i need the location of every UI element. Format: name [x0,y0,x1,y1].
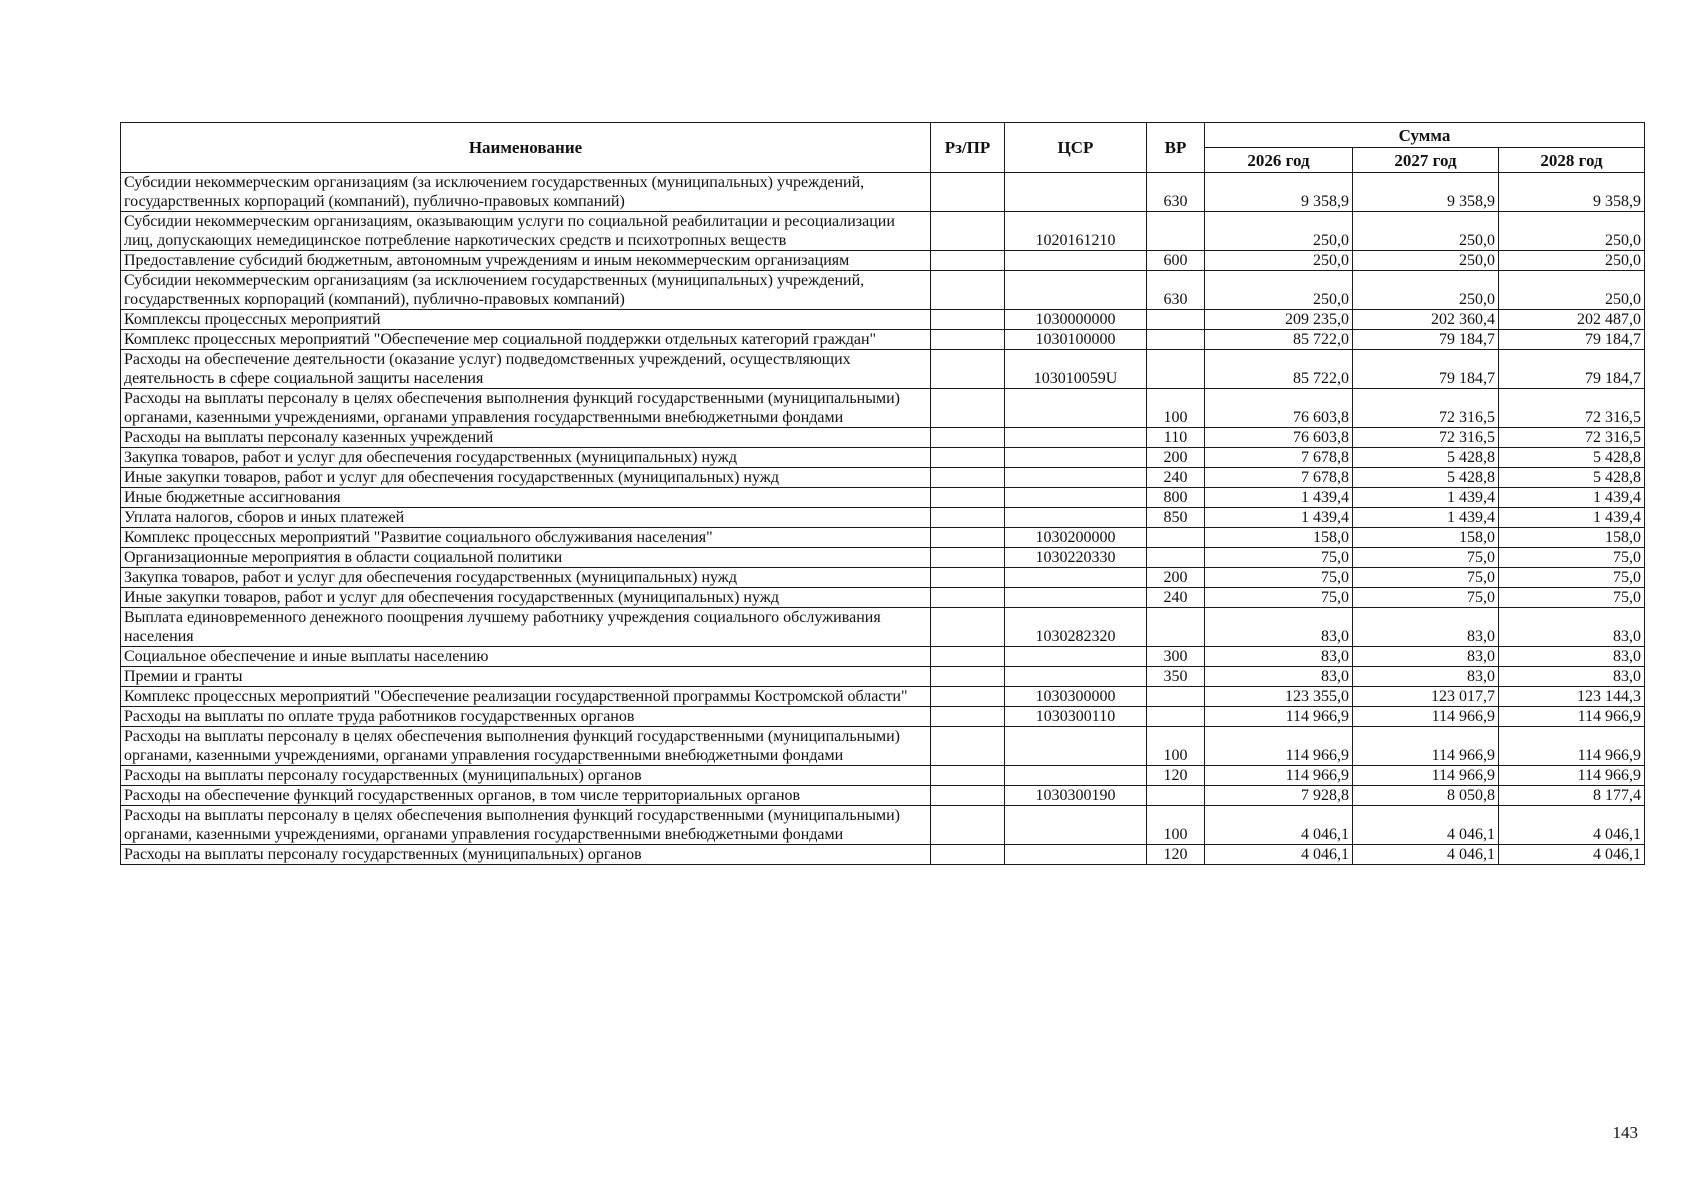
cell-2028: 9 358,9 [1499,173,1645,212]
cell-2028: 114 966,9 [1499,727,1645,766]
cell-csr [1005,468,1147,488]
table-row [121,766,1645,786]
cell-vr: 200 [1147,448,1205,468]
cell-name: Организационные мероприятия в области социальной политики [121,548,931,568]
cell-2027: 5 428,8 [1353,468,1499,488]
cell-csr: 1030300000 [1005,687,1147,707]
cell-vr: 200 [1147,568,1205,588]
cell-csr [1005,251,1147,271]
cell-rzpr [931,350,1005,389]
cell-2027: 75,0 [1353,588,1499,608]
cell-rzpr [931,330,1005,350]
cell-vr [1147,786,1205,806]
cell-name: Расходы на выплаты по оплате труда работников государственных органов [121,707,931,727]
cell-rzpr [931,647,1005,667]
cell-csr [1005,667,1147,687]
cell-vr [1147,528,1205,548]
cell-name: Комплекс процессных мероприятий "Развитие социального обслуживания населения" [121,528,931,548]
cell-name: Субсидии некоммерческим организациям (за исключением государственных (муниципальных) учреждений, государственных корпораций (компаний), публично-правовых компаний) [121,271,931,310]
header-sum: Сумма [1205,123,1645,148]
cell-csr: 1030100000 [1005,330,1147,350]
header-rzpr: Рз/ПР [931,123,1005,173]
cell-2028: 83,0 [1499,608,1645,647]
cell-2028: 75,0 [1499,588,1645,608]
cell-2028: 1 439,4 [1499,508,1645,528]
cell-name: Расходы на выплаты персоналу казенных учреждений [121,428,931,448]
header-year-2026: 2026 год [1205,148,1353,173]
cell-2027: 202 360,4 [1353,310,1499,330]
cell-name: Премии и гранты [121,667,931,687]
cell-2026: 114 966,9 [1205,707,1353,727]
table-row [121,667,1645,687]
cell-csr [1005,727,1147,766]
cell-rzpr [931,448,1005,468]
table-row [121,647,1645,667]
table-row [121,568,1645,588]
cell-vr [1147,310,1205,330]
cell-name: Уплата налогов, сборов и иных платежей [121,508,931,528]
cell-vr [1147,608,1205,647]
cell-2027: 4 046,1 [1353,806,1499,845]
header-vr: ВР [1147,123,1205,173]
cell-vr [1147,707,1205,727]
table-row [121,786,1645,806]
cell-rzpr [931,528,1005,548]
cell-csr: 1030000000 [1005,310,1147,330]
cell-2027: 5 428,8 [1353,448,1499,468]
cell-csr [1005,488,1147,508]
cell-csr [1005,647,1147,667]
cell-rzpr [931,508,1005,528]
cell-vr: 240 [1147,468,1205,488]
cell-rzpr [931,786,1005,806]
table-row [121,468,1645,488]
header-name: Наименование [121,123,931,173]
cell-csr: 1030300110 [1005,707,1147,727]
cell-rzpr [931,468,1005,488]
cell-2028: 75,0 [1499,568,1645,588]
cell-2027: 250,0 [1353,271,1499,310]
cell-2028: 123 144,3 [1499,687,1645,707]
table-row [121,330,1645,350]
cell-rzpr [931,727,1005,766]
cell-rzpr [931,707,1005,727]
table-row [121,608,1645,647]
cell-2026: 83,0 [1205,667,1353,687]
cell-csr: 1020161210 [1005,212,1147,251]
table-row [121,727,1645,766]
budget-table [120,122,1645,865]
cell-2026: 85 722,0 [1205,330,1353,350]
cell-vr: 850 [1147,508,1205,528]
cell-name: Субсидии некоммерческим организациям, оказывающим услуги по социальной реабилитации и ресоциализации лиц, допускающих немедицинское потребление наркотических средств и психотропных веществ [121,212,931,251]
cell-vr: 100 [1147,806,1205,845]
cell-2026: 250,0 [1205,251,1353,271]
cell-2027: 123 017,7 [1353,687,1499,707]
cell-2028: 114 966,9 [1499,766,1645,786]
table-row [121,488,1645,508]
cell-2026: 158,0 [1205,528,1353,548]
cell-rzpr [931,310,1005,330]
cell-csr [1005,766,1147,786]
cell-2027: 158,0 [1353,528,1499,548]
cell-2026: 250,0 [1205,212,1353,251]
cell-2028: 250,0 [1499,271,1645,310]
cell-2027: 1 439,4 [1353,488,1499,508]
cell-2027: 75,0 [1353,568,1499,588]
cell-2028: 72 316,5 [1499,428,1645,448]
cell-name: Комплексы процессных мероприятий [121,310,931,330]
cell-name: Расходы на выплаты персоналу в целях обеспечения выполнения функций государственными (муниципальными) органами, казенными учреждениями, органами управления государственными внебюджетными фондами [121,806,931,845]
cell-csr: 1030220330 [1005,548,1147,568]
cell-2027: 79 184,7 [1353,350,1499,389]
cell-csr [1005,389,1147,428]
cell-2026: 7 678,8 [1205,468,1353,488]
cell-2026: 83,0 [1205,608,1353,647]
cell-2028: 8 177,4 [1499,786,1645,806]
cell-vr: 100 [1147,727,1205,766]
cell-2027: 72 316,5 [1353,428,1499,448]
table-row [121,845,1645,865]
cell-name: Расходы на выплаты персоналу в целях обеспечения выполнения функций государственными (муниципальными) органами, казенными учреждениями, органами управления государственными внебюджетными фондами [121,727,931,766]
cell-csr [1005,508,1147,528]
table-row [121,508,1645,528]
table-header [121,123,1645,173]
cell-2026: 1 439,4 [1205,508,1353,528]
cell-2026: 7 678,8 [1205,448,1353,468]
cell-name: Закупка товаров, работ и услуг для обеспечения государственных (муниципальных) нужд [121,448,931,468]
cell-name: Расходы на выплаты персоналу в целях обеспечения выполнения функций государственными (муниципальными) органами, казенными учреждениями, органами управления государственными внебюджетными фондами [121,389,931,428]
cell-2026: 123 355,0 [1205,687,1353,707]
cell-2027: 79 184,7 [1353,330,1499,350]
cell-2027: 114 966,9 [1353,766,1499,786]
cell-2027: 8 050,8 [1353,786,1499,806]
cell-csr [1005,568,1147,588]
cell-rzpr [931,548,1005,568]
cell-2028: 114 966,9 [1499,707,1645,727]
cell-rzpr [931,271,1005,310]
table-row [121,707,1645,727]
table-row [121,251,1645,271]
cell-name: Иные закупки товаров, работ и услуг для обеспечения государственных (муниципальных) нужд [121,468,931,488]
cell-2027: 250,0 [1353,251,1499,271]
header-csr: ЦСР [1005,123,1147,173]
cell-csr [1005,271,1147,310]
cell-2026: 209 235,0 [1205,310,1353,330]
table-body [121,173,1645,865]
cell-2027: 83,0 [1353,608,1499,647]
cell-csr [1005,428,1147,448]
cell-csr [1005,588,1147,608]
cell-name: Выплата единовременного денежного поощрения лучшему работнику учреждения социального обслуживания населения [121,608,931,647]
cell-vr: 600 [1147,251,1205,271]
cell-csr: 103010059U [1005,350,1147,389]
cell-2028: 5 428,8 [1499,448,1645,468]
cell-2028: 4 046,1 [1499,806,1645,845]
cell-name: Расходы на обеспечение деятельности (оказание услуг) подведомственных учреждений, осуществляющих деятельность в сфере социальной защиты населения [121,350,931,389]
table-row [121,548,1645,568]
cell-rzpr [931,588,1005,608]
cell-2027: 1 439,4 [1353,508,1499,528]
cell-rzpr [931,568,1005,588]
cell-name: Расходы на обеспечение функций государственных органов, в том числе территориальных органов [121,786,931,806]
cell-2026: 76 603,8 [1205,428,1353,448]
cell-2026: 85 722,0 [1205,350,1353,389]
cell-csr: 1030300190 [1005,786,1147,806]
cell-rzpr [931,389,1005,428]
cell-2027: 83,0 [1353,667,1499,687]
cell-2026: 75,0 [1205,568,1353,588]
cell-2028: 79 184,7 [1499,330,1645,350]
cell-name: Закупка товаров, работ и услуг для обеспечения государственных (муниципальных) нужд [121,568,931,588]
cell-rzpr [931,766,1005,786]
cell-vr: 120 [1147,766,1205,786]
cell-2027: 114 966,9 [1353,707,1499,727]
table-row [121,806,1645,845]
cell-2026: 7 928,8 [1205,786,1353,806]
cell-2028: 83,0 [1499,667,1645,687]
table-row [121,271,1645,310]
cell-2026: 114 966,9 [1205,766,1353,786]
cell-2027: 75,0 [1353,548,1499,568]
cell-name: Расходы на выплаты персоналу государственных (муниципальных) органов [121,766,931,786]
cell-csr: 1030282320 [1005,608,1147,647]
cell-vr: 800 [1147,488,1205,508]
cell-name: Иные бюджетные ассигнования [121,488,931,508]
cell-csr [1005,845,1147,865]
cell-rzpr [931,428,1005,448]
cell-2026: 1 439,4 [1205,488,1353,508]
cell-2027: 4 046,1 [1353,845,1499,865]
cell-2028: 72 316,5 [1499,389,1645,428]
cell-rzpr [931,251,1005,271]
cell-rzpr [931,608,1005,647]
cell-2026: 83,0 [1205,647,1353,667]
cell-2026: 250,0 [1205,271,1353,310]
cell-2028: 5 428,8 [1499,468,1645,488]
cell-name: Комплекс процессных мероприятий "Обеспечение мер социальной поддержки отдельных категорий граждан" [121,330,931,350]
table-row [121,448,1645,468]
cell-vr: 240 [1147,588,1205,608]
cell-vr: 300 [1147,647,1205,667]
cell-vr: 100 [1147,389,1205,428]
cell-name: Предоставление субсидий бюджетным, автономным учреждениям и иным некоммерческим организациям [121,251,931,271]
cell-2027: 72 316,5 [1353,389,1499,428]
cell-rzpr [931,488,1005,508]
cell-2026: 75,0 [1205,588,1353,608]
cell-2027: 250,0 [1353,212,1499,251]
cell-rzpr [931,212,1005,251]
table-row [121,173,1645,212]
cell-vr: 350 [1147,667,1205,687]
header-year-2028: 2028 год [1499,148,1645,173]
cell-rzpr [931,173,1005,212]
cell-2027: 114 966,9 [1353,727,1499,766]
cell-rzpr [931,687,1005,707]
cell-name: Расходы на выплаты персоналу государственных (муниципальных) органов [121,845,931,865]
table-row [121,588,1645,608]
cell-vr: 630 [1147,173,1205,212]
page-number: 143 [1612,1123,1638,1142]
cell-2028: 250,0 [1499,251,1645,271]
cell-vr: 630 [1147,271,1205,310]
cell-2026: 114 966,9 [1205,727,1353,766]
cell-2028: 158,0 [1499,528,1645,548]
cell-csr [1005,806,1147,845]
cell-2026: 4 046,1 [1205,845,1353,865]
cell-name: Социальное обеспечение и иные выплаты населению [121,647,931,667]
cell-2028: 4 046,1 [1499,845,1645,865]
cell-csr [1005,173,1147,212]
table-row [121,428,1645,448]
table-row [121,310,1645,330]
cell-csr [1005,448,1147,468]
cell-vr [1147,212,1205,251]
cell-2026: 75,0 [1205,548,1353,568]
cell-2028: 79 184,7 [1499,350,1645,389]
table-row [121,212,1645,251]
cell-2027: 9 358,9 [1353,173,1499,212]
table-row [121,350,1645,389]
cell-name: Субсидии некоммерческим организациям (за исключением государственных (муниципальных) учреждений, государственных корпораций (компаний), публично-правовых компаний) [121,173,931,212]
table-row [121,687,1645,707]
cell-vr: 110 [1147,428,1205,448]
cell-name: Комплекс процессных мероприятий "Обеспечение реализации государственной программы Костромской области" [121,687,931,707]
cell-vr: 120 [1147,845,1205,865]
cell-vr [1147,548,1205,568]
table-row [121,528,1645,548]
cell-rzpr [931,806,1005,845]
cell-vr [1147,687,1205,707]
cell-2028: 1 439,4 [1499,488,1645,508]
cell-2027: 83,0 [1353,647,1499,667]
cell-2026: 76 603,8 [1205,389,1353,428]
cell-2026: 4 046,1 [1205,806,1353,845]
cell-2028: 83,0 [1499,647,1645,667]
cell-vr [1147,350,1205,389]
table-row [121,389,1645,428]
cell-2028: 250,0 [1499,212,1645,251]
header-year-2027: 2027 год [1353,148,1499,173]
cell-csr: 1030200000 [1005,528,1147,548]
cell-2026: 9 358,9 [1205,173,1353,212]
cell-rzpr [931,845,1005,865]
cell-rzpr [931,667,1005,687]
cell-vr [1147,330,1205,350]
cell-2028: 202 487,0 [1499,310,1645,330]
cell-2028: 75,0 [1499,548,1645,568]
cell-name: Иные закупки товаров, работ и услуг для обеспечения государственных (муниципальных) нужд [121,588,931,608]
